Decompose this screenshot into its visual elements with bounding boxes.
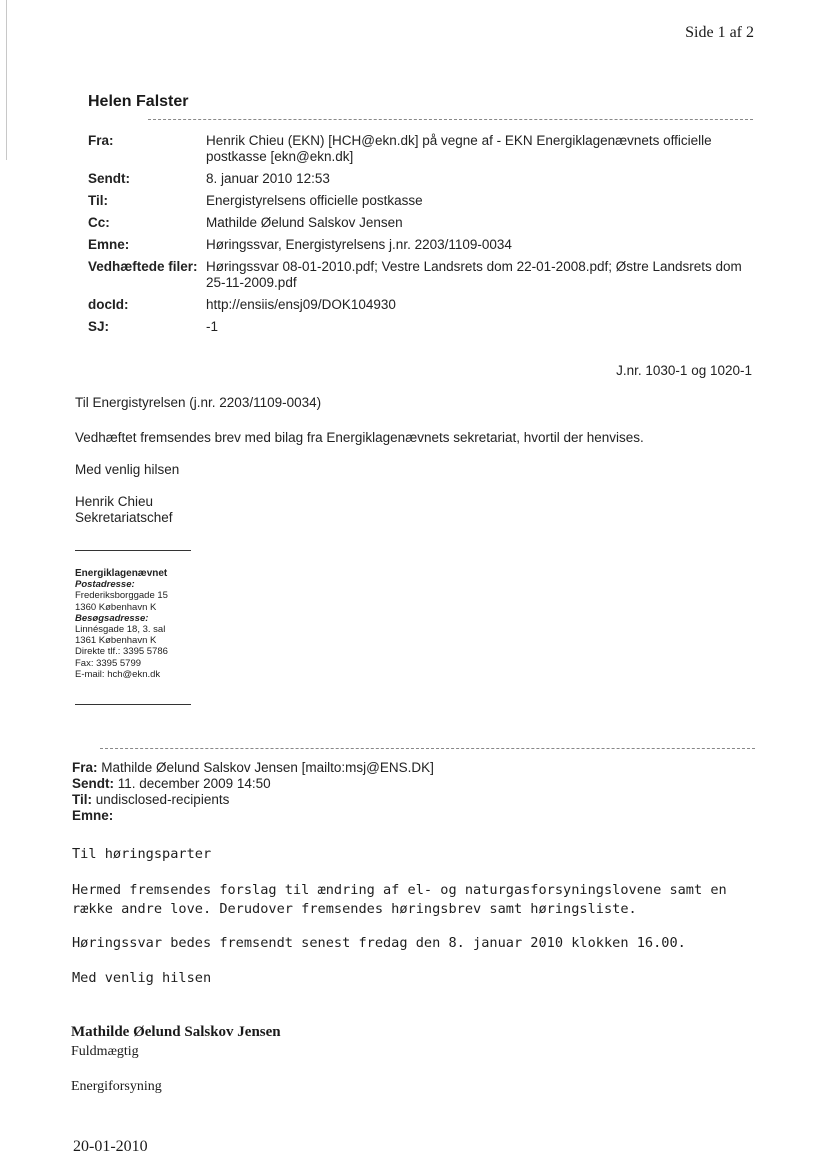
header-value: 8. januar 2010 12:53 — [206, 171, 330, 186]
signature-org: Energiklagenævnet — [75, 568, 168, 579]
header-key: Emne: — [88, 237, 130, 252]
message1-sender-title: Sekretariatschef — [75, 510, 173, 525]
message1-sender-name: Henrik Chieu — [75, 494, 154, 509]
case-number: J.nr. 1030-1 og 1020-1 — [616, 363, 752, 378]
header-row-docid — [88, 297, 748, 313]
header-value: Henrik Chieu (EKN) [HCH@ekn.dk] på vegne af - EKN Energiklagenævnets officielle postkasse [ekn@ekn.dk] — [206, 133, 712, 164]
forwarded-subject — [72, 808, 434, 824]
header-key: SJ: — [88, 319, 110, 334]
header-row-from — [88, 133, 748, 165]
forwarded-from — [72, 760, 434, 776]
forwarded-to — [72, 792, 434, 808]
header-value: Energistyrelsens officielle postkasse — [206, 193, 423, 208]
header-value: Høringssvar 08-01-2010.pdf; Vestre Landsrets dom 22-01-2008.pdf; Østre Landsrets dom 25-11-2009.pdf — [206, 259, 742, 290]
message2-paragraph2: Høringssvar bedes fremsendt senest fredag den 8. januar 2010 klokken 16.00. — [72, 935, 686, 951]
message1-closing: Med venlig hilsen — [75, 462, 180, 477]
header-value: -1 — [206, 319, 219, 334]
signature-visit-label: Besøgsadresse: — [75, 612, 149, 624]
page-edge-line — [6, 0, 7, 160]
forwarded-sent — [72, 776, 434, 792]
header-key: Vedhæftede filer: — [88, 259, 198, 274]
signature-email: E-mail: hch@ekn.dk — [75, 668, 161, 680]
signature-postal-city: 1360 København K — [75, 601, 157, 613]
page-number: Side 1 af 2 — [685, 24, 754, 41]
signer-name: Mathilde Øelund Salskov Jensen — [71, 1024, 281, 1040]
signature-phone: Direkte tlf.: 3395 5786 — [75, 646, 168, 658]
header-key: Cc: — [88, 215, 110, 230]
email-header — [88, 133, 748, 341]
header-row-attachments — [88, 259, 748, 291]
header-row-sent — [88, 171, 748, 187]
header-key: Til: — [88, 193, 108, 208]
forwarded-subject-label: Emne: — [72, 808, 114, 823]
signature-postal-street: Frederiksborggade 15 — [75, 590, 168, 602]
message1-body: Vedhæftet fremsendes brev med bilag fra Energiklagenævnets sekretariat, hvortil der henvises. — [75, 430, 644, 445]
forwarded-header — [72, 760, 434, 824]
header-key: Fra: — [88, 133, 114, 148]
signer-department: Energiforsyning — [71, 1079, 162, 1094]
message1-salutation: Til Energistyrelsen (j.nr. 2203/1109-0034) — [75, 395, 322, 410]
header-row-cc — [88, 215, 748, 231]
header-row-to — [88, 193, 748, 209]
signature-postal-label: Postadresse: — [75, 579, 135, 591]
signer-title: Fuldmægtig — [71, 1044, 139, 1059]
signature-fax: Fax: 3395 5799 — [75, 657, 142, 669]
header-value: http://ensiis/ensj09/DOK104930 — [206, 297, 396, 312]
forwarded-sent-label: Sendt: — [72, 776, 114, 791]
header-key: docId: — [88, 297, 129, 312]
header-row-subject — [88, 237, 748, 253]
forwarded-to-value: undisclosed-recipients — [95, 792, 230, 807]
signature-visit-street: Linnésgade 18, 3. sal — [75, 624, 166, 636]
header-value: Høringssvar, Energistyrelsens j.nr. 2203/1109-0034 — [206, 237, 512, 252]
header-divider — [148, 119, 753, 120]
signature-rule-bottom — [75, 704, 191, 705]
mailbox-owner-name: Helen Falster — [88, 93, 189, 110]
header-row-sj — [88, 319, 748, 335]
signature-block — [75, 568, 168, 680]
message2-paragraph1: Hermed fremsendes forslag til ændring af el- og naturgasforsyningslovene samt en række andre love. Derudover fremsendes høringsbrev samt høringsliste. — [72, 882, 727, 917]
forwarded-sent-value: 11. december 2009 14:50 — [117, 776, 271, 791]
header-value: Mathilde Øelund Salskov Jensen — [206, 215, 403, 230]
print-date: 20-01-2010 — [73, 1138, 148, 1155]
forwarded-from-value: Mathilde Øelund Salskov Jensen [mailto:msj@ENS.DK] — [101, 760, 434, 775]
forward-divider — [100, 748, 755, 749]
signature-visit-city: 1361 København K — [75, 635, 157, 647]
message2-salutation: Til høringsparter — [72, 846, 212, 862]
forwarded-to-label: Til: — [72, 792, 92, 807]
header-key: Sendt: — [88, 171, 130, 186]
message2-closing: Med venlig hilsen — [72, 970, 212, 986]
signature-rule-top — [75, 550, 191, 551]
forwarded-from-label: Fra: — [72, 760, 98, 775]
